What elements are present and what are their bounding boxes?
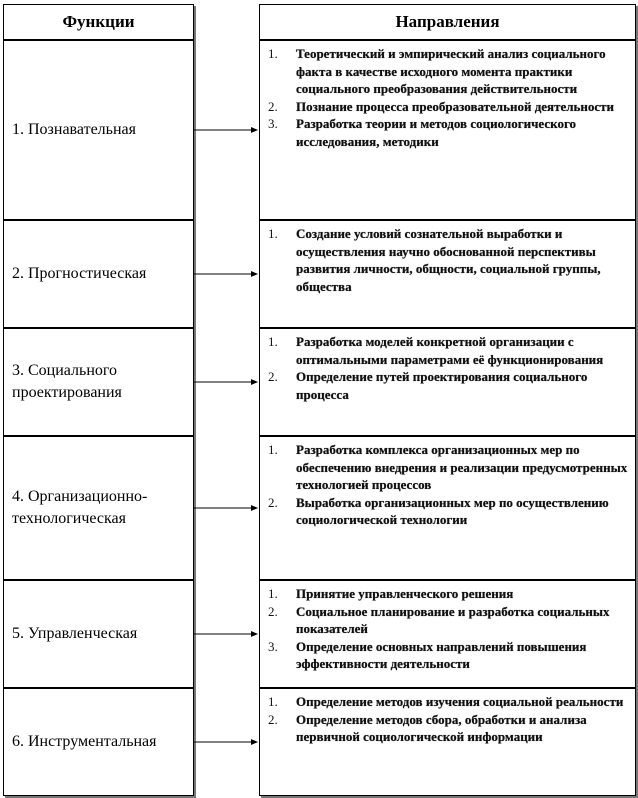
direction-number: 2. — [268, 369, 278, 385]
direction-number: 1. — [268, 226, 278, 241]
direction-item — [268, 693, 629, 711]
direction-item — [268, 494, 629, 529]
direction-number: 2. — [268, 494, 278, 510]
directions-cell-4 — [259, 436, 636, 580]
function-cell-3 — [3, 328, 194, 436]
direction-text: Определение методов изучения социальной реальности — [296, 694, 624, 709]
direction-text: Определение основных направлений повышения эффективности деятельности — [296, 638, 587, 672]
directions-list — [268, 693, 629, 746]
direction-item — [268, 115, 629, 150]
direction-item — [268, 225, 629, 295]
direction-item — [268, 638, 629, 673]
direction-number: 1. — [268, 442, 278, 457]
direction-item — [268, 711, 629, 746]
directions-cell-3 — [259, 328, 636, 436]
direction-item — [268, 368, 629, 403]
direction-text: Выработка организационных мер по осуществлению социологической технологии — [296, 494, 609, 528]
direction-text: Разработка теории и методов социологического исследования, методики — [296, 116, 577, 149]
directions-list — [268, 225, 629, 295]
function-label: 4. Организационно-технологическая — [12, 488, 148, 527]
direction-number: 1. — [268, 334, 278, 349]
direction-text: Создание условий сознательной выработки и осуществления научно обоснованной перспективы развития личности, общности, социальной группы, общества — [296, 226, 601, 294]
direction-text: Теоретический и эмпирический анализ социального факта в качестве исходного момента практики социального преобразования действительности — [296, 46, 606, 97]
direction-text: Разработка комплекса организационных мер по обеспечению внедрения и реализации предусмотренных технологией процессов — [296, 442, 628, 493]
directions-list — [268, 333, 629, 403]
direction-item — [268, 603, 629, 638]
function-label: 6. Инструментальная — [12, 733, 157, 750]
functions-header: Функции — [3, 4, 194, 40]
direction-item — [268, 333, 629, 368]
direction-text: Определение методов сбора, обработки и анализа первичной социологической информации — [296, 711, 587, 745]
function-label: 5. Управленческая — [12, 625, 138, 642]
directions-header: Направления — [259, 4, 636, 40]
direction-text: Определение путей проектирования социального процесса — [296, 369, 588, 402]
direction-number: 3. — [268, 116, 278, 132]
arrow-right-icon — [194, 270, 259, 278]
direction-item — [268, 585, 629, 603]
function-cell-6 — [3, 688, 194, 796]
direction-number: 3. — [268, 638, 278, 654]
direction-text: Познание процесса преобразовательной деятельности — [296, 98, 615, 114]
function-label: 1. Познавательная — [12, 121, 136, 138]
direction-number: 2. — [268, 711, 278, 727]
direction-item — [268, 98, 629, 116]
directions-cell-2 — [259, 220, 636, 328]
function-label: 3. Социального проектирования — [12, 362, 122, 401]
direction-text: Разработка моделей конкретной организации с оптимальными параметрами её функционирования — [296, 334, 604, 367]
directions-list — [268, 45, 629, 151]
directions-cell-6 — [259, 688, 636, 796]
function-cell-1 — [3, 40, 194, 220]
arrow-right-icon — [194, 738, 259, 746]
function-cell-4 — [3, 436, 194, 580]
direction-number: 1. — [268, 46, 278, 61]
direction-item — [268, 441, 629, 494]
direction-number: 1. — [268, 586, 278, 601]
function-cell-2 — [3, 220, 194, 328]
arrow-right-icon — [194, 126, 259, 134]
arrow-right-icon — [194, 630, 259, 638]
function-label: 2. Прогностическая — [12, 265, 147, 282]
direction-text: Социальное планирование и разработка социальных показателей — [296, 603, 610, 637]
arrow-right-icon — [194, 378, 259, 386]
function-cell-5 — [3, 580, 194, 688]
arrow-right-icon — [194, 504, 259, 512]
direction-text: Принятие управленческого решения — [296, 586, 514, 601]
directions-list — [268, 585, 629, 673]
direction-item — [268, 45, 629, 98]
directions-cell-5 — [259, 580, 636, 688]
directions-cell-1 — [259, 40, 636, 220]
direction-number: 2. — [268, 603, 278, 619]
directions-list — [268, 441, 629, 529]
direction-number: 1. — [268, 694, 278, 709]
direction-number: 2. — [268, 98, 278, 114]
